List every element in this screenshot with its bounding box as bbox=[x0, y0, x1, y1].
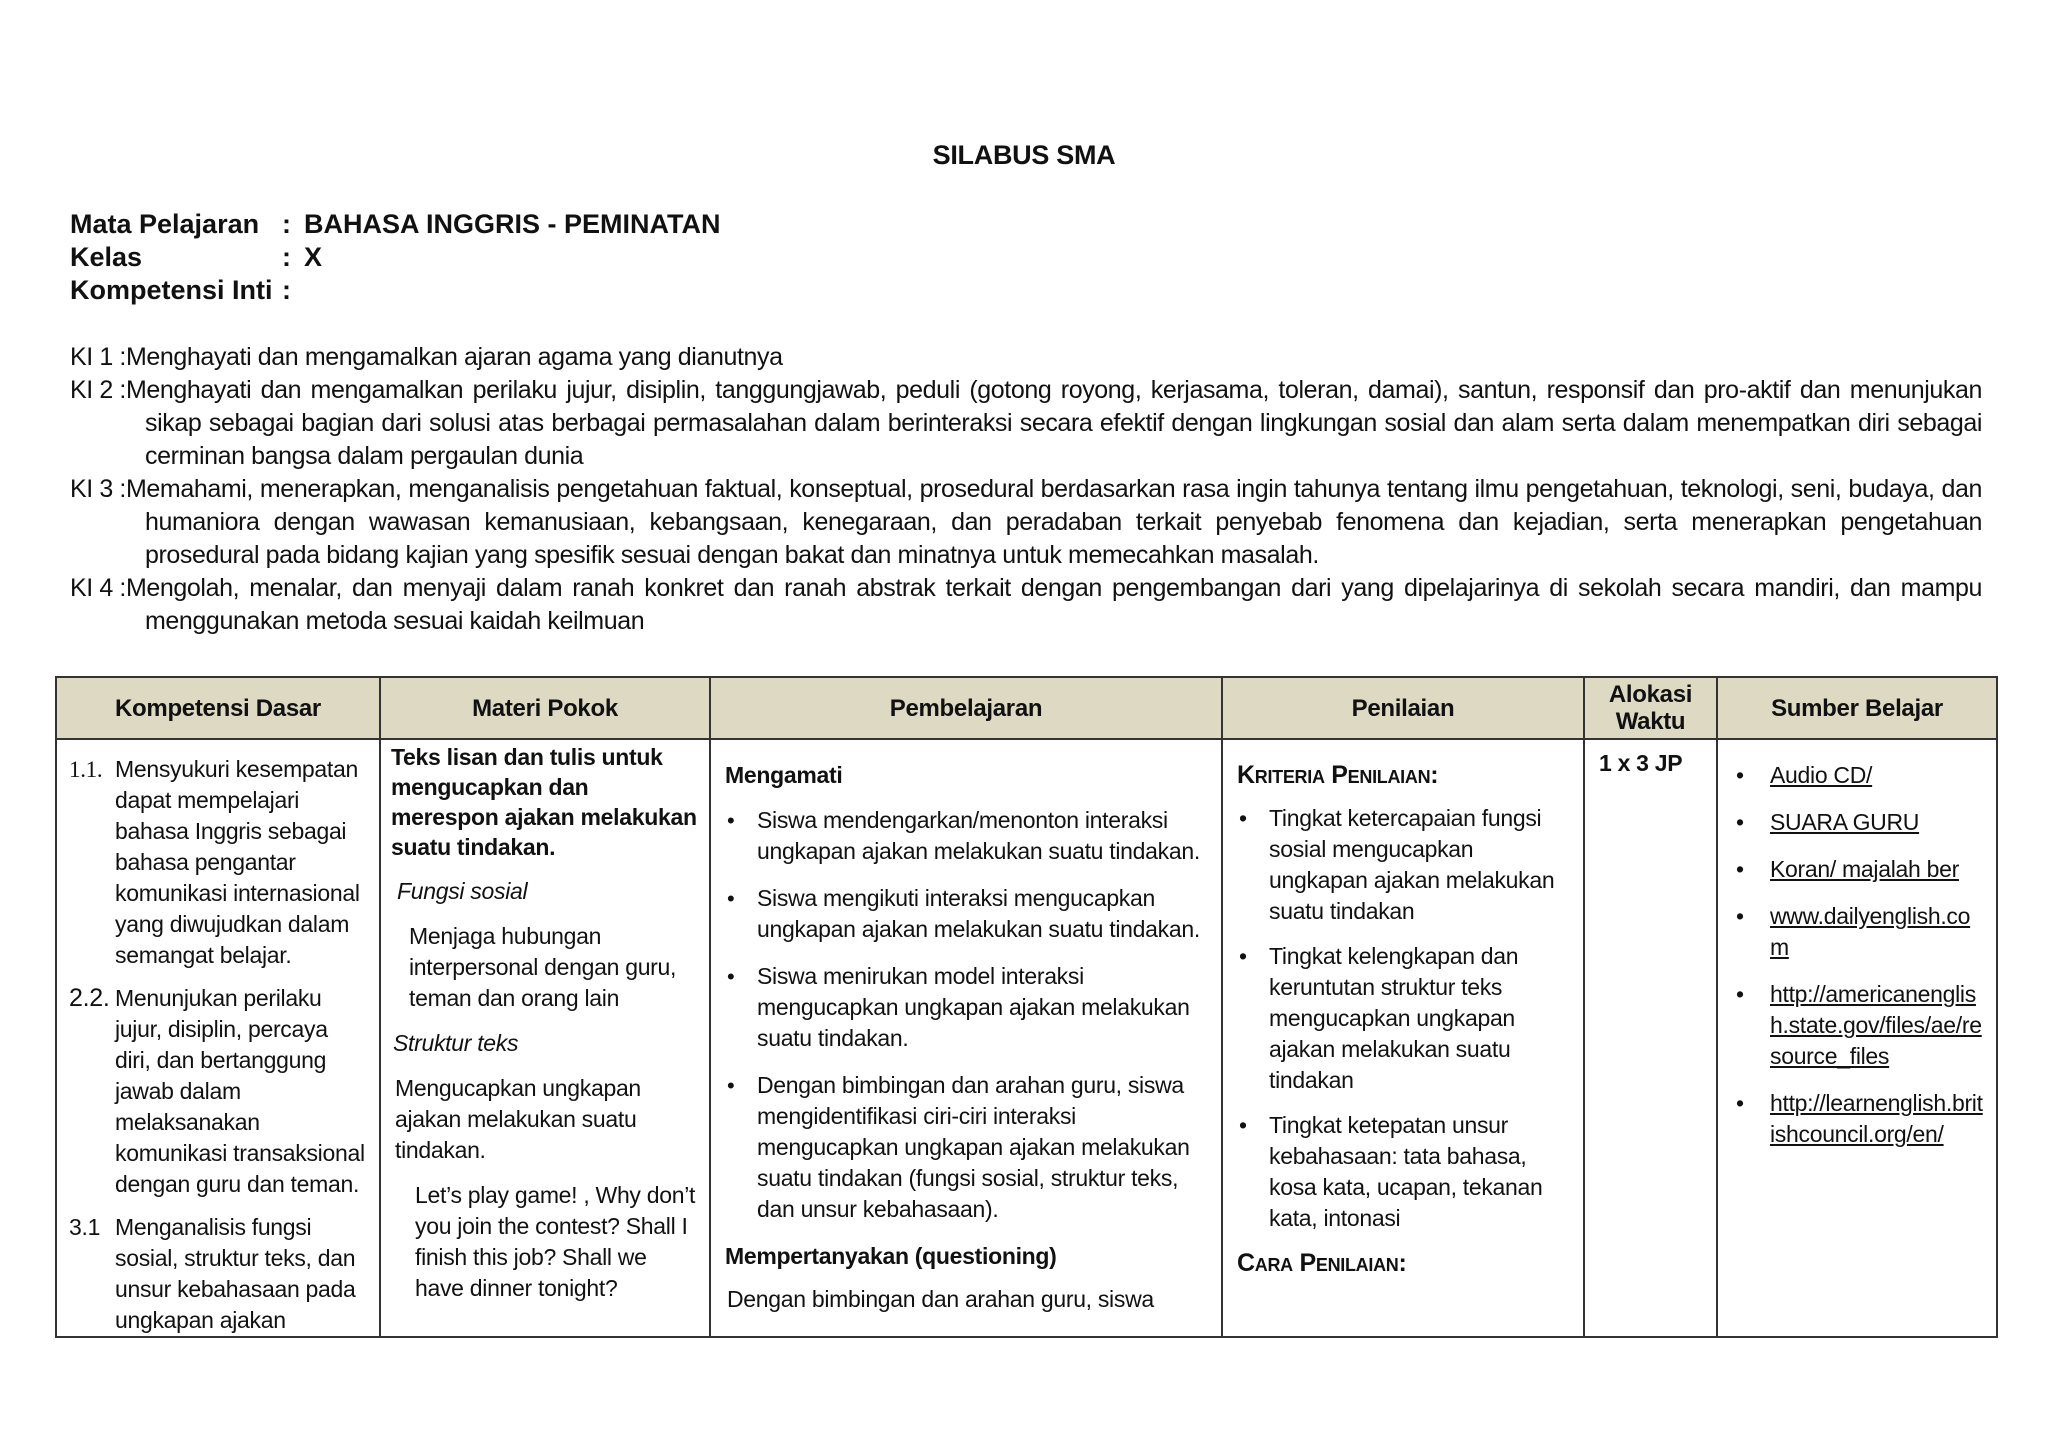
ki-item-label: KI 1 : bbox=[70, 343, 126, 371]
source-link[interactable]: • SUARA GURU bbox=[1770, 807, 1986, 838]
ki-item-text: Mengolah, menalar, dan menyaji dalam ranah konkret dan ranah abstrak terkait dengan pengembangan dari yang dipelajarinya di sekolah secara mandiri, dan mampu menggunakan metoda sesuai kaidah keilmuan bbox=[125, 574, 1982, 635]
kd-number: 2.2. bbox=[69, 984, 110, 1012]
ki-item-text: Menghayati dan mengamalkan perilaku jujur, disiplin, tanggungjawab, peduli (gotong royong, kerjasama, toleran, damai), santun, responsif dan pro-aktif dan menunjukan sikap sebagai bagian dari solusi atas berbagai permasalahan dalam berinteraksi secara efektif dengan lingkungan sosial dan alam serta dalam menempatkan diri sebagai cerminan bangsa dalam pergaulan dunia bbox=[125, 376, 1982, 470]
header-sumber-belajar: Sumber Belajar bbox=[1717, 677, 1997, 739]
sumber-list bbox=[1728, 760, 1986, 1150]
list-item: • Tingkat kelengkapan dan keruntutan struktur teks mengucapkan ungkapan ajakan melakukan suatu tindakan bbox=[1269, 941, 1573, 1096]
cell-pembelajaran bbox=[710, 739, 1222, 1337]
meta-row-kelas bbox=[70, 241, 721, 274]
header-penilaian: Penilaian bbox=[1222, 677, 1584, 739]
fungsi-sosial-text: Menjaga hubungan interpersonal dengan guru, teman dan orang lain bbox=[409, 923, 677, 1011]
ki-item-label: KI 4 : bbox=[70, 574, 126, 602]
kd-item bbox=[69, 754, 369, 971]
list-item: • Siswa mengikuti interaksi mengucapkan ungkapan ajakan melakukan suatu tindakan. bbox=[757, 883, 1211, 945]
fungsi-sosial-label: Fungsi sosial bbox=[397, 878, 528, 904]
mengamati-list bbox=[721, 805, 1211, 1225]
kriteria-list bbox=[1233, 803, 1573, 1234]
kelas-value: X bbox=[304, 242, 323, 272]
kd-text: Menganalisis fungsi sosial, struktur teks, dan unsur kebahasaan pada ungkapan ajakan bbox=[115, 1214, 356, 1333]
kd-text: Menunjukan perilaku jujur, disiplin, percaya diri, dan bertanggung jawab dalam melaksanakan komunikasi transaksional dengan guru dan teman. bbox=[115, 985, 365, 1197]
source-link[interactable]: • www.dailyenglish.com bbox=[1770, 901, 1986, 963]
struktur-teks-text: Mengucapkan ungkapan ajakan melakukan suatu tindakan. bbox=[395, 1075, 641, 1163]
ki-item bbox=[70, 572, 1982, 638]
cell-penilaian bbox=[1222, 739, 1584, 1337]
mapel-value: BAHASA INGGRIS - PEMINATAN bbox=[304, 209, 721, 239]
syllabus-table bbox=[55, 676, 1998, 1338]
list-item: • Dengan bimbingan dan arahan guru, siswa mengidentifikasi ciri-ciri interaksi mengucapkan ungkapan ajakan melakukan suatu tindakan (fungsi sosial, struktur teks, dan unsur kebahasaan). bbox=[757, 1070, 1211, 1225]
ki-colon: : bbox=[282, 275, 291, 305]
list-item: • Tingkat ketercapaian fungsi sosial mengucapkan ungkapan ajakan melakukan suatu tindakan bbox=[1269, 803, 1573, 927]
meta-row-ki bbox=[70, 274, 721, 307]
alokasi-value: 1 x 3 JP bbox=[1599, 750, 1683, 776]
list-item: • Tingkat ketepatan unsur kebahasaan: tata bahasa, kosa kata, ucapan, tekanan kata, intonasi bbox=[1269, 1110, 1573, 1234]
ki-item-label: KI 2 : bbox=[70, 376, 126, 404]
kd-item bbox=[69, 983, 369, 1200]
ki-item-label: KI 3 : bbox=[70, 475, 126, 503]
kd-text: Mensyukuri kesempatan dapat mempelajari bahasa Inggris sebagai bahasa pengantar komunikasi internasional yang diwujudkan dalam semangat belajar. bbox=[115, 756, 360, 968]
source-link[interactable]: • Audio CD/ bbox=[1770, 760, 1986, 791]
kriteria-label: Kriteria Penilaian: bbox=[1237, 761, 1439, 789]
materi-title: Teks lisan dan tulis untuk mengucapkan dan merespon ajakan melakukan suatu tindakan. bbox=[391, 744, 697, 860]
mempertanyakan-label: Mempertanyakan (questioning) bbox=[725, 1243, 1057, 1269]
meta-row-mapel bbox=[70, 208, 721, 241]
table-row bbox=[56, 739, 1997, 1337]
ki-item bbox=[70, 341, 1982, 374]
kompetensi-inti-list bbox=[70, 341, 1982, 638]
table-header-row bbox=[56, 677, 1997, 739]
list-item: • Siswa mendengarkan/menonton interaksi ungkapan ajakan melakukan suatu tindakan. bbox=[757, 805, 1211, 867]
syllabus-meta bbox=[70, 208, 721, 307]
mapel-colon: : bbox=[282, 209, 291, 239]
ki-item-text: Menghayati dan mengamalkan ajaran agama yang dianutnya bbox=[125, 343, 783, 371]
page-title: SILABUS SMA bbox=[932, 140, 1116, 170]
ki-item-text: Memahami, menerapkan, menganalisis pengetahuan faktual, konseptual, prosedural berdasarkan rasa ingin tahunya tentang ilmu pengetahuan, teknologi, seni, budaya, dan humaniora dengan wawasan kemanusiaan, kebangsaan, kenegaraan, dan peradaban terkait penyebab fenomena dan kejadian, serta menerapkan pengetahuan prosedural pada bidang kajian yang spesifik sesuai dengan bakat dan minatnya untuk memecahkan masalah. bbox=[125, 475, 1982, 569]
list-item: • Siswa menirukan model interaksi mengucapkan ungkapan ajakan melakukan suatu tindakan. bbox=[757, 961, 1211, 1054]
struktur-teks-label: Struktur teks bbox=[393, 1030, 519, 1056]
cell-kompetensi-dasar bbox=[56, 739, 380, 1337]
example-text: Let’s play game! , Why don’t you join the contest? Shall I finish this job? Shall we have dinner tonight? bbox=[415, 1182, 696, 1301]
cell-alokasi-waktu bbox=[1584, 739, 1717, 1337]
header-alokasi-waktu: Alokasi Waktu bbox=[1584, 677, 1717, 739]
source-link[interactable]: • http://americanenglish.state.gov/files/ae/resource_files bbox=[1770, 979, 1986, 1072]
ki-item bbox=[70, 473, 1982, 572]
header-materi-pokok: Materi Pokok bbox=[380, 677, 710, 739]
mengamati-label: Mengamati bbox=[725, 762, 843, 788]
ki-label: Kompetensi Inti bbox=[70, 275, 273, 305]
kd-number: 3.1 bbox=[69, 1214, 101, 1240]
kelas-colon: : bbox=[282, 242, 291, 272]
cara-label: Cara Penilaian: bbox=[1237, 1249, 1407, 1277]
header-pembelajaran: Pembelajaran bbox=[710, 677, 1222, 739]
kelas-label: Kelas bbox=[70, 242, 143, 272]
source-link[interactable]: • http://learnenglish.britishcouncil.org/en/ bbox=[1770, 1088, 1986, 1150]
ki-item bbox=[70, 374, 1982, 473]
source-link[interactable]: • Koran/ majalah ber bbox=[1770, 854, 1986, 885]
header-kompetensi-dasar: Kompetensi Dasar bbox=[56, 677, 380, 739]
mapel-label: Mata Pelajaran bbox=[70, 209, 260, 239]
kd-number: 1.1. bbox=[69, 757, 103, 782]
cell-materi-pokok bbox=[380, 739, 710, 1337]
mempertanyakan-text: Dengan bimbingan dan arahan guru, siswa bbox=[727, 1286, 1154, 1312]
kd-item bbox=[69, 1212, 369, 1336]
cell-sumber-belajar bbox=[1717, 739, 1997, 1337]
